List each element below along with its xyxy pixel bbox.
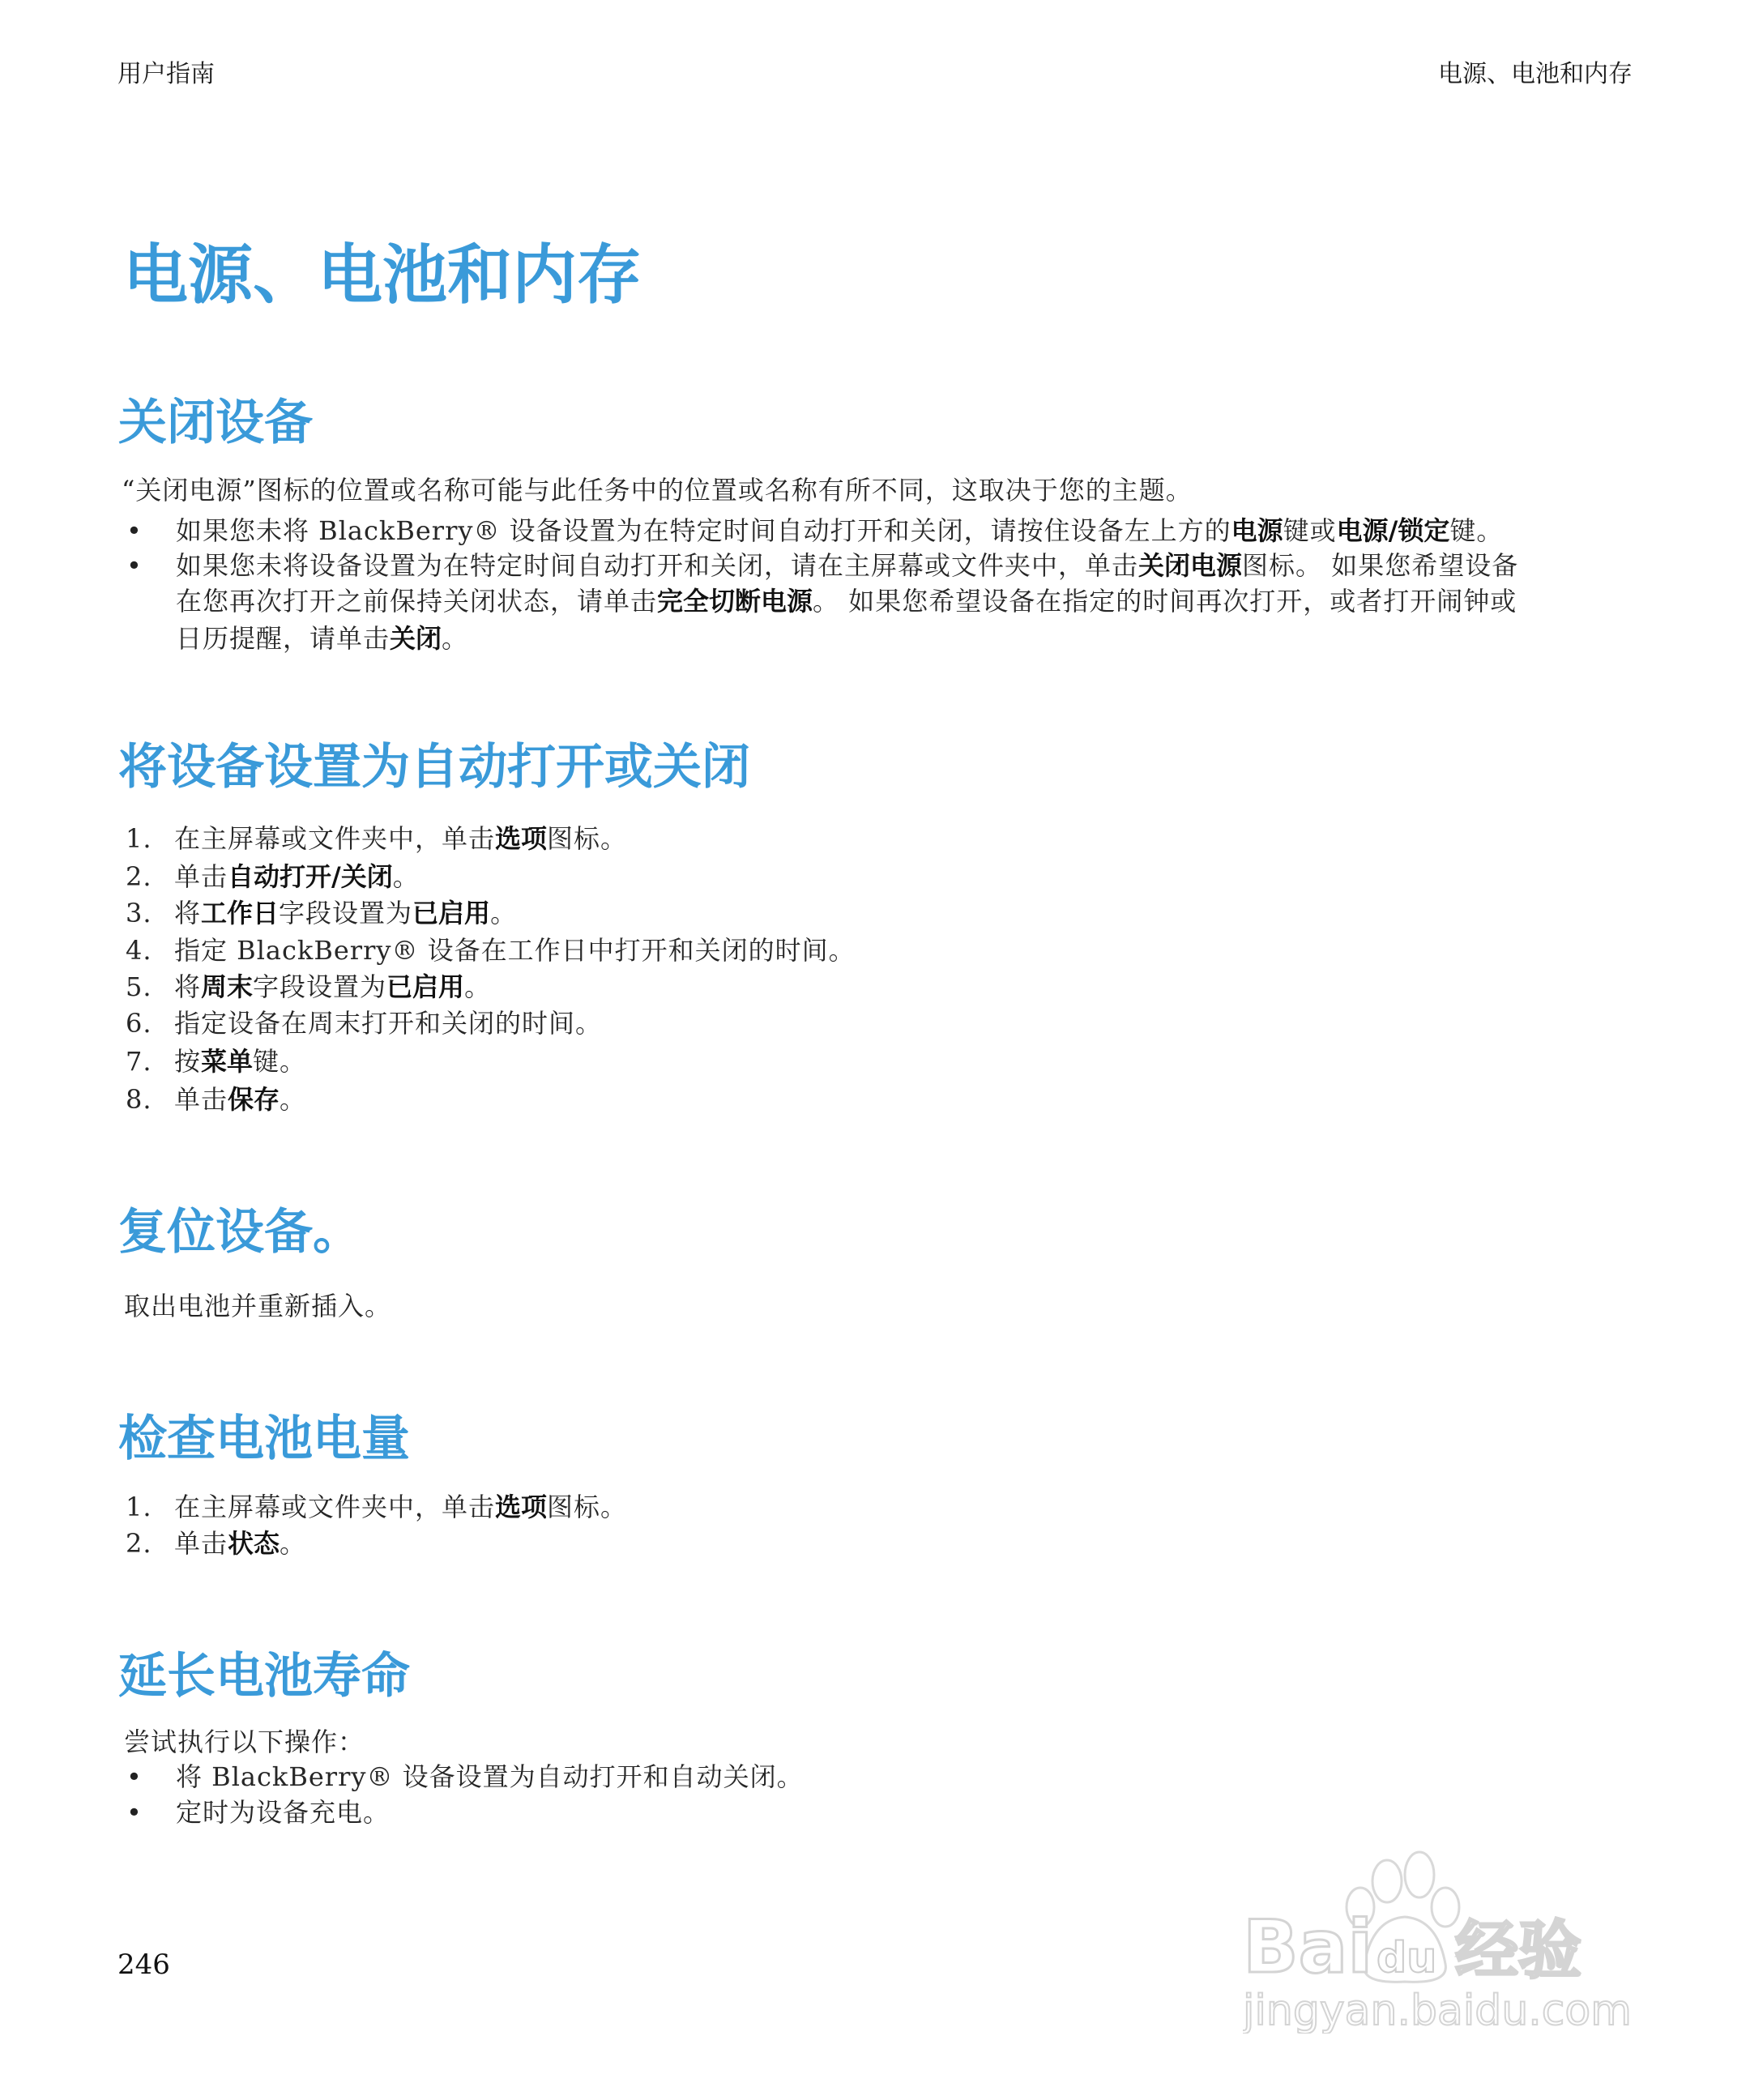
step-text: 在主屏幕或文件夹中，单击选项图标。 <box>174 823 628 854</box>
options-label: 选项 <box>495 1492 548 1522</box>
chapter-title: 电源、电池和内存 <box>123 237 642 313</box>
bullet-text-line-1: 如果您未将设备设置为在特定时间自动打开和关闭，请在主屏幕或文件夹中，单击关闭电源图标。 如果您希望设备 <box>176 550 1519 581</box>
section-heading-battery-life: 延长电池寿命 <box>118 1648 410 1705</box>
weekday-label: 工作日 <box>201 898 280 928</box>
svg-text:du: du <box>1377 1934 1437 1983</box>
bullet-text-line-2: 在您再次打开之前保持关闭状态，请单击完全切断电源。 如果您希望设备在指定的时间再次打开，或者打开闹钟或 <box>176 586 1517 617</box>
step-number: 8. <box>126 1084 152 1115</box>
power-lock-key-label: 电源/锁定 <box>1336 515 1450 546</box>
full-power-off-label: 完全切断电源 <box>657 586 813 617</box>
step-number: 2. <box>126 861 152 892</box>
power-off-intro: “关闭电源”图标的位置或名称可能与此任务中的位置或名称有所不同，这取决于您的主题。 <box>122 475 1193 506</box>
bullet-text: 如果您未将 BlackBerry® 设备设置为在特定时间自动打开和关闭，请按住设备左上方的电源键或电源/锁定键。 <box>176 515 1504 546</box>
section-heading-battery-level: 检查电池电量 <box>118 1411 410 1467</box>
bullet-text: 定时为设备充电。 <box>176 1797 391 1828</box>
options-label: 选项 <box>495 823 548 854</box>
menu-key-label: 菜单 <box>201 1046 254 1077</box>
enabled-label: 已启用 <box>386 971 465 1002</box>
step-text: 单击状态。 <box>174 1528 307 1559</box>
step-number: 2. <box>126 1528 152 1559</box>
battery-life-intro: 尝试执行以下操作： <box>124 1727 365 1757</box>
step-number: 6. <box>126 1008 152 1039</box>
running-header-right: 电源、电池和内存 <box>1438 60 1633 88</box>
section-heading-auto-onoff: 将设备设置为自动打开或关闭 <box>118 739 750 796</box>
step-text: 指定 BlackBerry® 设备在工作日中打开和关闭的时间。 <box>174 935 856 966</box>
step-number: 7. <box>126 1046 152 1077</box>
step-text: 单击自动打开/关闭。 <box>174 861 420 892</box>
enabled-label: 已启用 <box>412 898 491 928</box>
step-number: 5. <box>126 971 152 1002</box>
step-text: 将周末字段设置为已启用。 <box>174 971 492 1002</box>
power-key-label: 电源 <box>1231 515 1283 546</box>
step-number: 3. <box>126 898 152 928</box>
baidu-paw-logo-icon <box>1243 1842 1648 2034</box>
bullet-marker: • <box>126 1761 142 1792</box>
reset-body: 取出电池并重新插入。 <box>124 1291 392 1321</box>
bullet-text-line-3: 日历提醒，请单击关闭。 <box>176 623 469 654</box>
step-number: 1. <box>126 823 152 854</box>
step-text: 将工作日字段设置为已启用。 <box>174 898 518 928</box>
step-text: 在主屏幕或文件夹中，单击选项图标。 <box>174 1492 628 1522</box>
step-number: 4. <box>126 935 152 966</box>
step-text: 指定设备在周末打开和关闭的时间。 <box>174 1008 603 1039</box>
turn-off-label: 关闭 <box>390 623 442 654</box>
svg-text:经验: 经验 <box>1455 1914 1582 1987</box>
section-heading-power-off: 关闭设备 <box>118 395 313 451</box>
page-number: 246 <box>117 1948 170 1981</box>
bullet-text: 将 BlackBerry® 设备设置为自动打开和自动关闭。 <box>176 1761 804 1792</box>
svg-text:Bai: Bai <box>1243 1905 1373 1990</box>
status-label: 状态 <box>228 1528 280 1559</box>
bullet-marker: • <box>126 550 142 581</box>
bullet-marker: • <box>126 1797 142 1828</box>
running-header-left: 用户指南 <box>117 60 215 88</box>
step-number: 1. <box>126 1492 152 1522</box>
weekend-label: 周末 <box>201 971 254 1002</box>
svg-text:jingyan.baidu.com: jingyan.baidu.com <box>1243 1987 1632 2034</box>
step-text: 按菜单键。 <box>174 1046 307 1077</box>
save-label: 保存 <box>228 1084 280 1115</box>
power-off-icon-label: 关闭电源 <box>1138 550 1243 581</box>
baidu-jingyan-watermark <box>1243 1842 1648 2034</box>
auto-onoff-label: 自动打开/关闭 <box>228 861 393 892</box>
bullet-marker: • <box>126 515 142 546</box>
step-text: 单击保存。 <box>174 1084 307 1115</box>
section-heading-reset: 复位设备。 <box>118 1204 361 1261</box>
